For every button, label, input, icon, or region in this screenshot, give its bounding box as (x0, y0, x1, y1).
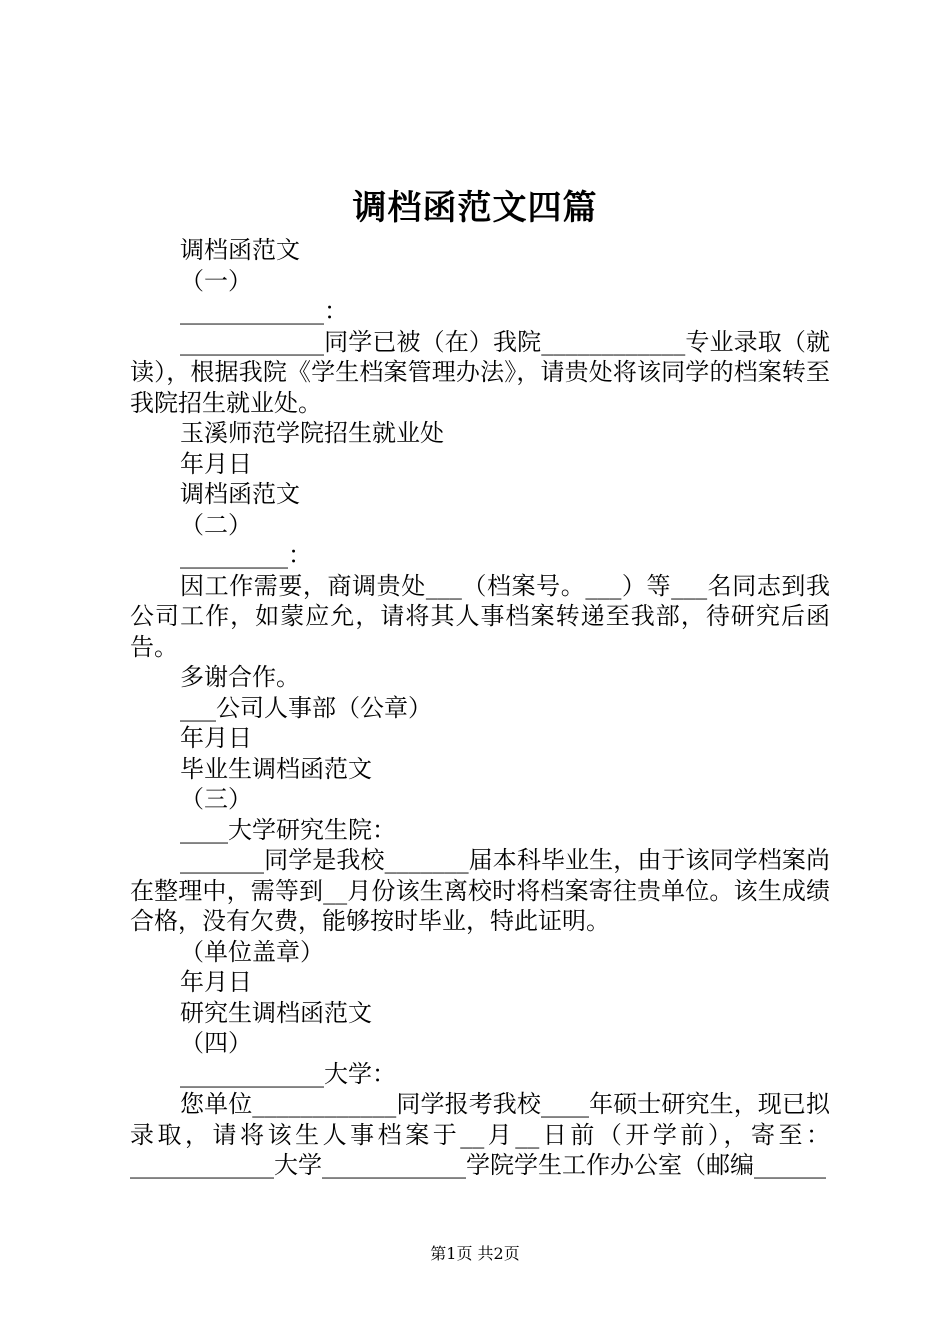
paragraph-salutation: ____________： (180, 297, 348, 325)
paragraph-salutation: ____________大学： (180, 1059, 396, 1088)
paragraph-closing: 多谢合作。 (180, 663, 300, 691)
paragraph-heading: 调档函范文 (180, 236, 300, 264)
paragraph-signature: ___公司人事部（公章） (180, 693, 432, 722)
paragraph-body: 您单位____________同学报考我校____年硕士研究生，现已拟录取，请将该生人事档案于__月__日前（开学前），寄至：____________大学____________学院学生工作办公室（邮编______ (130, 1090, 830, 1179)
paragraph-heading: 研究生调档函范文 (180, 998, 372, 1027)
paragraph-date: 年月日 (180, 449, 252, 478)
paragraph-signature: 玉溪师范学院招生就业处 (180, 419, 444, 447)
paragraph-date: 年月日 (180, 724, 252, 752)
paragraph-body: 因工作需要，商调贵处___（档案号。___）等___名同志到我公司工作，如蒙应允，请将其人事档案转递至我部，待研究后函告。 (130, 571, 830, 661)
paragraph-salutation: ____大学研究生院： (180, 815, 396, 844)
page-footer: 第1页 共2页 (430, 1244, 520, 1263)
paragraph-date: 年月日 (180, 968, 252, 996)
paragraph-heading: 毕业生调档函范文 (180, 754, 372, 783)
paragraph-signature: （单位盖章） (180, 937, 324, 966)
paragraph-heading: 调档函范文 (180, 480, 300, 508)
paragraph-section-number: （三） (180, 785, 252, 813)
paragraph-section-number: （二） (180, 510, 252, 539)
paragraph-section-number: （四） (180, 1029, 252, 1057)
paragraph-body: ____________同学已被（在）我院____________专业录取（就读），根据我院《学生档案管理办法》，请贵处将该同学的档案转至我院招生就业处。 (130, 327, 830, 417)
paragraph-salutation: _________： (180, 541, 312, 569)
document-body (130, 235, 830, 1181)
document-title: 调档函范文四篇 (352, 188, 598, 228)
paragraph-body: _______同学是我校_______届本科毕业生，由于该同学档案尚在整理中，需等到__月份该生离校时将档案寄往贵单位。该生成绩合格，没有欠费，能够按时毕业，特此证明。 (130, 846, 830, 935)
paragraph-section-number: （一） (180, 266, 252, 295)
